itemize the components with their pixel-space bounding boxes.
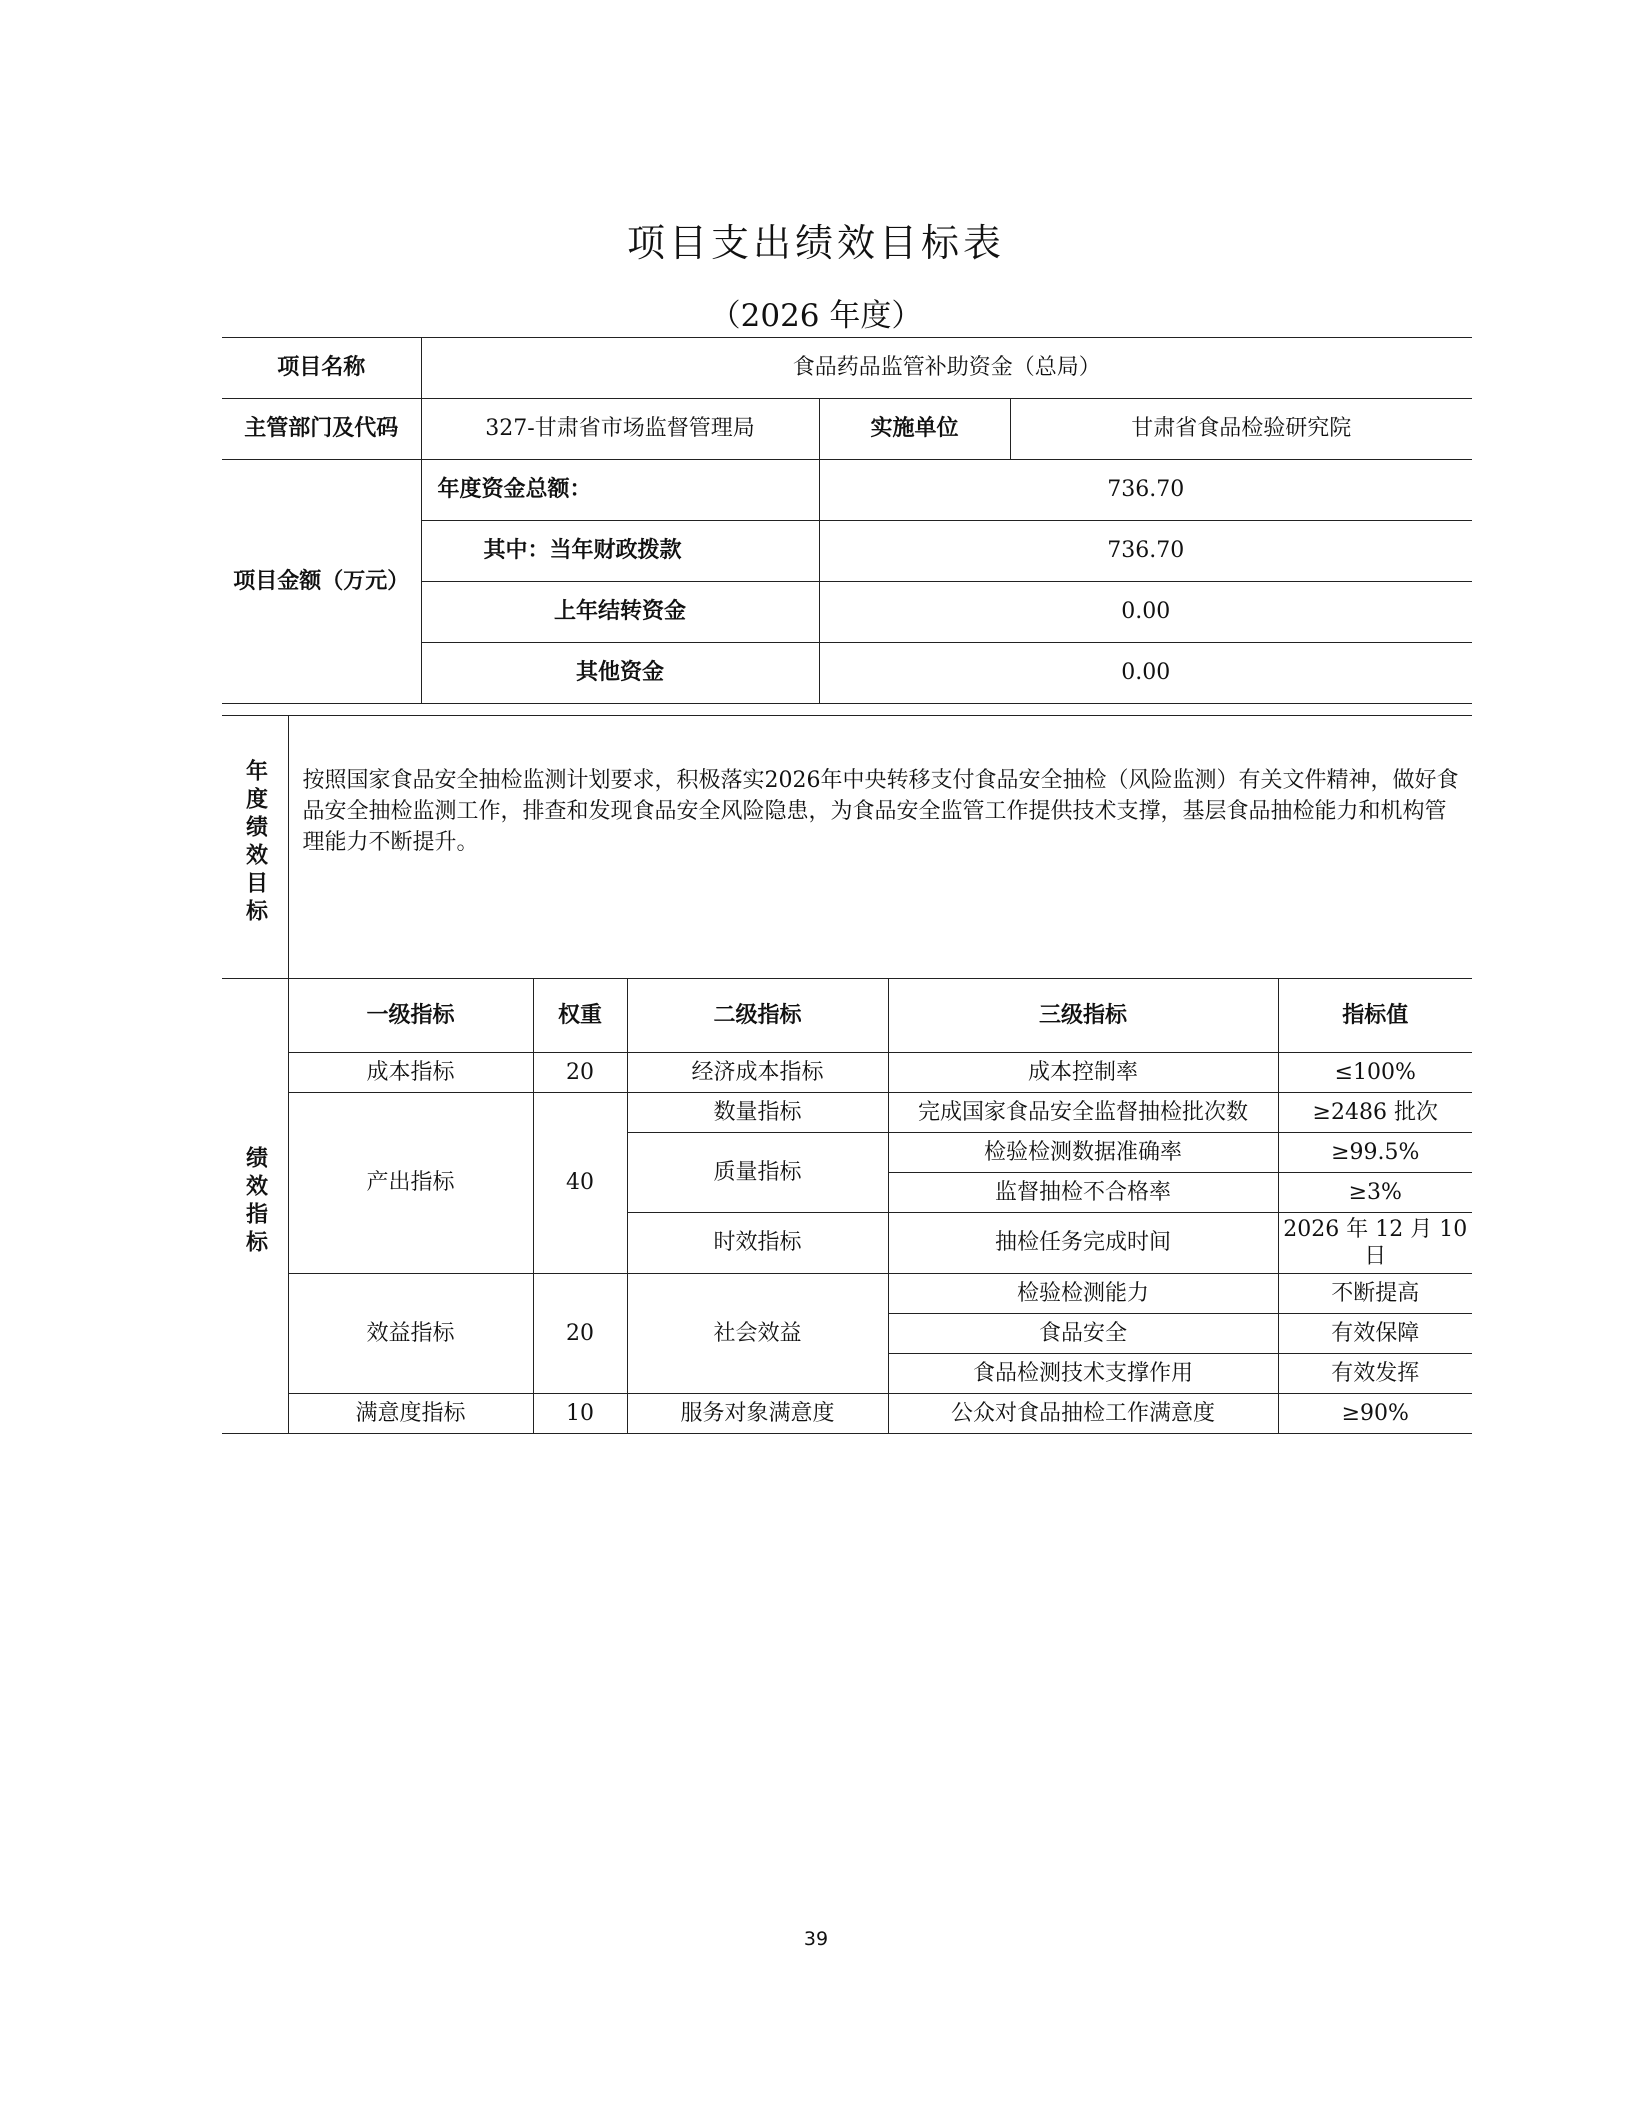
cost-l3: 成本控制率: [888, 1053, 1278, 1093]
indicator-table: [222, 978, 1472, 1434]
benefit-a-l3: 检验检测能力: [888, 1274, 1278, 1314]
output-quality-b-l3: 监督抽检不合格率: [888, 1173, 1278, 1213]
satisfaction-l2: 服务对象满意度: [627, 1394, 888, 1434]
satisfaction-l3: 公众对食品抽检工作满意度: [888, 1394, 1278, 1434]
amount-total-value: 736.70: [819, 460, 1472, 521]
goal-text: 按照国家食品安全抽检监测计划要求，积极落实2026年中央转移支付食品安全抽检（风险监测）有关文件精神，做好食品安全抽检监测工作，排查和发现食品安全风险隐患，为食品安全监管工作提供技术支撑，基层食品抽检能力和机构管理能力不断提升。: [288, 716, 1472, 979]
impl-value: 甘肃省食品检验研究院: [1010, 399, 1472, 460]
benefit-c-l3: 食品检测技术支撑作用: [888, 1354, 1278, 1394]
amount-label: 项目金额（万元）: [222, 460, 421, 704]
cost-l2: 经济成本指标: [627, 1053, 888, 1093]
benefit-c-value: 有效发挥: [1278, 1354, 1472, 1394]
header-weight: 权重: [533, 979, 627, 1053]
output-qty-value: ≥2486 批次: [1278, 1093, 1472, 1133]
project-info-table: [222, 337, 1472, 704]
goal-label: 年度绩效目标: [242, 759, 268, 928]
dept-label: 主管部门及代码: [222, 399, 421, 460]
cost-weight: 20: [533, 1053, 627, 1093]
impl-label: 实施单位: [819, 399, 1010, 460]
table-row: [222, 1274, 1472, 1314]
output-l1: 产出指标: [288, 1093, 533, 1274]
benefit-l1: 效益指标: [288, 1274, 533, 1394]
annual-goal-table: [222, 715, 1472, 979]
satisfaction-l1: 满意度指标: [288, 1394, 533, 1434]
satisfaction-value: ≥90%: [1278, 1394, 1472, 1434]
output-qty-l2: 数量指标: [627, 1093, 888, 1133]
table-row: [222, 1093, 1472, 1133]
header-l1: 一级指标: [288, 979, 533, 1053]
output-quality-a-value: ≥99.5%: [1278, 1133, 1472, 1173]
table-row: [222, 1053, 1472, 1093]
page-subtitle: （2026 年度）: [709, 298, 923, 334]
output-weight: 40: [533, 1093, 627, 1274]
amount-carryover-value: 0.00: [819, 582, 1472, 643]
output-qty-l3: 完成国家食品安全监督抽检批次数: [888, 1093, 1278, 1133]
amount-other-value: 0.00: [819, 643, 1472, 704]
header-l2: 二级指标: [627, 979, 888, 1053]
project-name-label: 项目名称: [222, 338, 421, 399]
cost-l1: 成本指标: [288, 1053, 533, 1093]
header-value: 指标值: [1278, 979, 1472, 1053]
page-title: 项目支出绩效目标表: [626, 221, 1005, 265]
satisfaction-weight: 10: [533, 1394, 627, 1434]
amount-other-label: 其他资金: [421, 643, 819, 704]
output-quality-a-l3: 检验检测数据准确率: [888, 1133, 1278, 1173]
amount-total-label: 年度资金总额：: [421, 460, 819, 521]
project-name-value: 食品药品监管补助资金（总局）: [421, 338, 1472, 399]
benefit-a-value: 不断提高: [1278, 1274, 1472, 1314]
header-l3: 三级指标: [888, 979, 1278, 1053]
page-number: 39: [803, 1928, 829, 1950]
benefit-b-value: 有效保障: [1278, 1314, 1472, 1354]
amount-fiscal-label: 其中：当年财政拨款: [421, 521, 819, 582]
amount-fiscal-value: 736.70: [819, 521, 1472, 582]
output-quality-l2: 质量指标: [627, 1133, 888, 1213]
cost-value: ≤100%: [1278, 1053, 1472, 1093]
output-quality-b-value: ≥3%: [1278, 1173, 1472, 1213]
indicator-label: 绩效指标: [242, 1146, 268, 1258]
amount-carryover-label: 上年结转资金: [421, 582, 819, 643]
table-row: [222, 1394, 1472, 1434]
dept-value: 327-甘肃省市场监督管理局: [421, 399, 819, 460]
output-time-l3: 抽检任务完成时间: [888, 1213, 1278, 1274]
benefit-b-l3: 食品安全: [888, 1314, 1278, 1354]
benefit-l2: 社会效益: [627, 1274, 888, 1394]
output-time-value: 2026 年 12 月 10 日: [1278, 1213, 1472, 1274]
output-time-l2: 时效指标: [627, 1213, 888, 1274]
benefit-weight: 20: [533, 1274, 627, 1394]
